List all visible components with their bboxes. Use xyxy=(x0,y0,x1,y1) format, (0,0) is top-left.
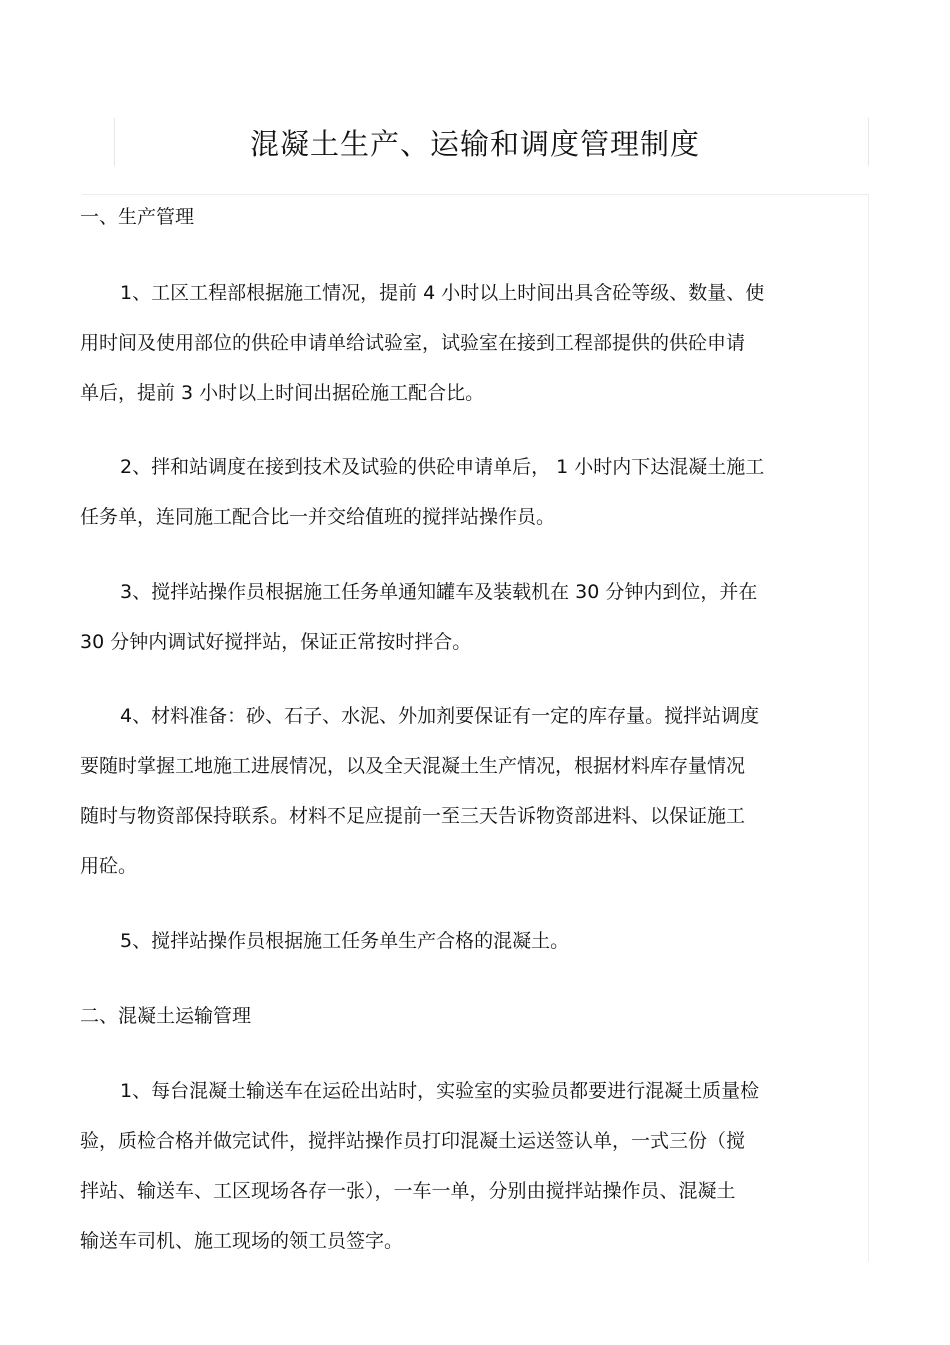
paragraph-line: 拌站、输送车、工区现场各存一张），一车一单，分别由搅拌站操作员、混凝土 xyxy=(80,1180,736,1202)
paragraph-2-1 xyxy=(80,1066,850,1266)
paragraph-line: 随时与物资部保持联系。材料不足应提前一至三天告诉物资部进料、以保证施工 xyxy=(80,805,746,827)
paragraph-1-3 xyxy=(80,567,850,667)
paragraph-line: 1、工区工程部根据施工情况，提前 4 小时以上时间出具含砼等级、数量、使 xyxy=(120,282,765,304)
paragraph-line: 用砼。 xyxy=(80,855,138,877)
paragraph-line: 1、每台混凝土输送车在运砼出站时，实验室的实验员都要进行混凝土质量检 xyxy=(120,1080,760,1102)
paragraph-line: 3、搅拌站操作员根据施工任务单通知罐车及装载机在 30 分钟内到位，并在 xyxy=(120,581,758,603)
paragraph-line: 5、搅拌站操作员根据施工任务单生产合格的混凝土。 xyxy=(120,930,570,952)
paragraph-line: 单后，提前 3 小时以上时间出据砼施工配合比。 xyxy=(80,382,485,404)
paragraph-line: 30 分钟内调试好搅拌站，保证正常按时拌合。 xyxy=(80,631,472,653)
paragraph-1-2 xyxy=(80,442,850,542)
frame-line xyxy=(868,194,869,1262)
section-heading-production: 一、生产管理 xyxy=(80,206,195,228)
paragraph-line: 输送车司机、施工现场的领工员签字。 xyxy=(80,1230,404,1252)
paragraph-1-5 xyxy=(80,916,850,966)
document-title: 混凝土生产、运输和调度管理制度 xyxy=(249,127,700,161)
paragraph-line: 要随时掌握工地施工进展情况，以及全天混凝土生产情况，根据材料库存量情况 xyxy=(80,755,746,777)
paragraph-line: 2、拌和站调度在接到技术及试验的供砼申请单后， 1 小时内下达混凝土施工 xyxy=(120,456,765,478)
paragraph-line: 验，质检合格并做完试件，搅拌站操作员打印混凝土运送签认单，一式三份（搅 xyxy=(80,1130,746,1152)
paragraph-1-1 xyxy=(80,268,850,418)
paragraph-line: 任务单，连同施工配合比一并交给值班的搅拌站操作员。 xyxy=(80,506,556,528)
divider xyxy=(82,194,869,195)
paragraph-line: 用时间及使用部位的供砼申请单给试验室，试验室在接到工程部提供的供砼申请 xyxy=(80,332,746,354)
section-heading-transport: 二、混凝土运输管理 xyxy=(80,1005,252,1027)
paragraph-1-4 xyxy=(80,691,850,891)
paragraph-line: 4、材料准备：砂、石子、水泥、外加剂要保证有一定的库存量。搅拌站调度 xyxy=(120,705,760,727)
